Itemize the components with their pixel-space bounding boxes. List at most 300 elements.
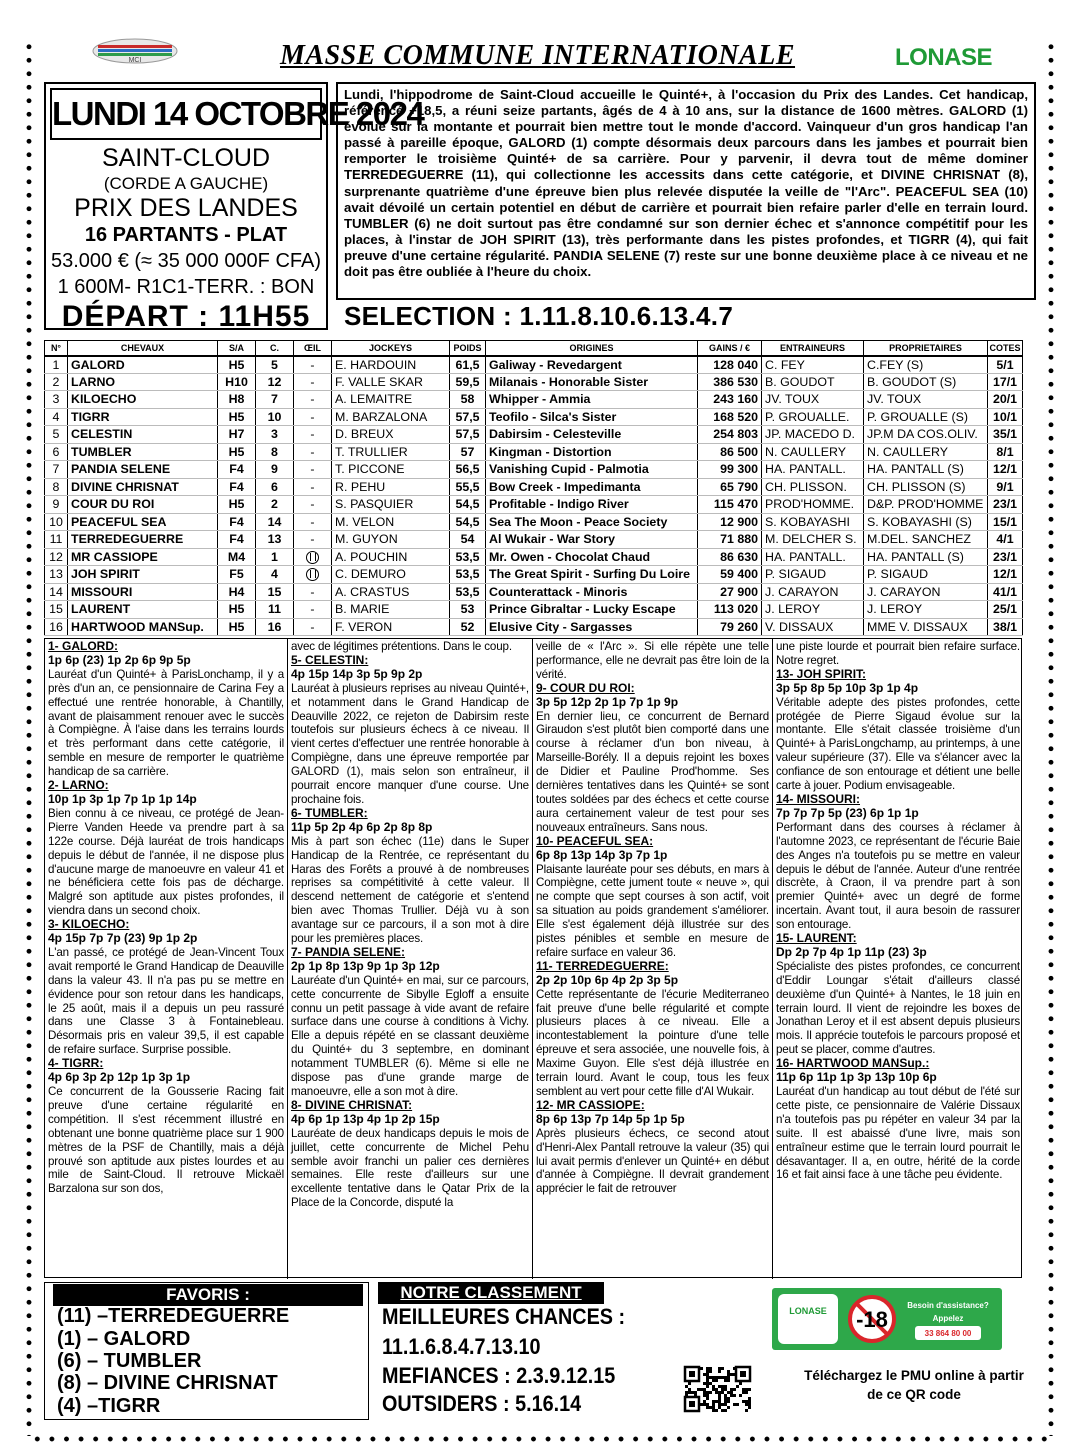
jockey-cell: F. VERON [332,618,450,636]
header-oeil: ŒIL [294,341,332,356]
corde-cell: 16 [256,618,294,636]
horse-name-cell: MISSOURI [68,583,218,601]
analysis-text: Mis à part son échec (11e) dans le Super Handicap de la Rentrée, ce représentant du Haras des Forêts a prouvé à de nombreuses reprises sa compétitivité à cette valeur. Il descend nettement de catégorie et s'entend bien avec Thomas Trullier. Déjà vu à son avantage sur ce parcours, il a son mot à dire pour les premières places. [291,834,529,946]
origines-cell: Profitable - Indigo River [486,496,698,514]
cote-cell: 8/1 [988,443,1023,461]
horse-name-cell: LAURENT [68,601,218,619]
proprietaire-cell: JV. TOUX [864,391,988,409]
header-proprietaires: PROPRIETAIRES [864,341,988,356]
cote-cell: 9/1 [988,478,1023,496]
analysis-horse-title: 12- MR CASSIOPE: [536,1097,645,1112]
horse-name-cell: KILOECHO [68,391,218,409]
analysis-performances: 1p 6p (23) 1p 2p 6p 9p 5p [48,652,191,667]
horse-name-cell: TIGRR [68,408,218,426]
corde-cell: 9 [256,461,294,479]
horse-name-cell: CELESTIN [68,426,218,444]
cote-cell: 12/1 [988,566,1023,584]
jockey-cell: A. LEMAITRE [332,391,450,409]
header-jockeys: JOCKEYS [332,341,450,356]
analysis-horse-title: 13- JOH SPIRIT: [776,666,867,681]
entraineur-cell: JP. MACEDO D. [762,426,864,444]
partants-table [44,340,1023,636]
sex-age-cell: H8 [218,391,256,409]
bottom-dot-border [30,1434,1050,1444]
analysis-text: Plaisante lauréate pour ses débuts, en mars à Compiègne, cette jument toute « neuve », qui ne compte que sept courses à son actif, voit sa situation au poids grandement s'améliorer. Elle s'est également déjà illustrée sur des pistes pénibles et semble en mesure de refaire surface en valeur 36. [536,862,769,959]
oeil-cell: - [294,513,332,531]
horse-number-cell: 8 [45,478,68,496]
entraineur-cell: V. DISSAUX [762,618,864,636]
gains-cell: 86 500 [698,443,762,461]
table-row [45,478,1023,496]
corde-cell: 5 [256,356,294,374]
analysis-performances: 3p 5p 8p 5p 10p 3p 1p 4p [776,680,919,695]
analysis-performances: 4p 15p 14p 3p 5p 9p 2p [291,666,423,681]
cote-cell: 23/1 [988,548,1023,566]
poids-cell: 52 [450,618,486,636]
table-row [45,601,1023,619]
analysis-performances: 6p 8p 13p 14p 3p 7p 1p [536,847,668,862]
origines-cell: Whipper - Ammia [486,391,698,409]
origines-cell: Al Wukair - War Story [486,531,698,549]
table-row [45,548,1023,566]
selection: SELECTION : 1.11.8.10.6.13.4.7 [344,301,734,331]
poids-cell: 54 [450,531,486,549]
cote-cell: 15/1 [988,513,1023,531]
analysis-text: Bien connu à ce niveau, ce protégé de Jean-Pierre Vanden Heede va prendre part à sa 122e course. Déjà lauréat de trois handicaps depuis le début de l'année, il ne dispose plus d'aucune marge de manoeuvre en valeur 41 et ne bénéficiera cette fois pas de décharge. Malgré son aptitude aux pistes profondes, il viendra dans un second choix. [48,806,284,918]
analysis-text: Après plusieurs échecs, ce second atout d'Henri-Alex Pantall retrouve la valeur (35) qui lui avait permis d'enlever un Quinté+ en début d'année à Compiègne. Il devrait grandement apprécier le fait de retrouver [536,1126,769,1196]
header-cotes: COTES [988,341,1023,356]
horse-number-cell: 4 [45,408,68,426]
analysis-text: Véritable adepte des pistes profondes, cette protégée de Pierre Sigaud évolue sur la montante. Elle s'était classée troisième d'un Quinté+ à ParisLongchamp, au printemps, à une valeur supérieure (37). Elle va s'élancer avec la confiance de son entourage et détient une belle carte à jouer. Podium envisageable. [776,695,1020,793]
right-dot-border [1046,40,1056,1436]
sex-age-cell: F4 [218,513,256,531]
analysis-text: avec de légitimes prétentions. Dans le coup. [291,640,512,653]
gains-cell: 71 880 [698,531,762,549]
horse-number-cell: 6 [45,443,68,461]
horse-name-cell: TUMBLER [68,443,218,461]
analysis-text: Lauréat d'un Quinté+ à ParisLonchamp, il y a près d'un an, ce pensionnaire de Carina Fey a effectué une rentrée honorable, à Chantilly, avant de plaisamment renouer avec le succès à Compiègne. À l'aise dans les terrains lourds et très performant dans cette catégorie, il semble en mesure de remporter le quatrième handicap de sa carrière. [48,667,284,779]
analysis-text: Lauréat d'un handicap au tout début de l'été sur cette piste, ce pensionnaire de Valérie Dissaux n'a toutefois pas pu répéter en valeur 34 par la suite. Il est abaissé d'une livre, mais son entraîneur estime que le terrain lourd pourrait le désavantager. Il a, en outre, hérité de la corde 16 et fait ainsi face à une tâche peu évidente. [776,1085,1020,1182]
proprietaire-cell: M.DEL. SANCHEZ [864,531,988,549]
corde-cell: 2 [256,496,294,514]
analysis-text: veille de « l'Arc ». Si elle répète une telle performance, elle ne devrait pas être loin de la vérité. [536,640,769,681]
proprietaire-cell: HA. PANTALL (S) [864,548,988,566]
cote-cell: 38/1 [988,618,1023,636]
analysis-horse-title: 10- PEACEFUL SEA: [536,833,654,848]
proprietaire-cell: D&P. PROD'HOMME [864,496,988,514]
table-row [45,513,1023,531]
header-sa: S/A [218,341,256,356]
analysis-performances: 10p 1p 3p 1p 7p 1p 1p 14p [48,791,197,806]
sex-age-cell: H5 [218,618,256,636]
analysis-column-1 [45,639,287,1279]
entraineur-cell: N. CAULLERY [762,443,864,461]
sex-age-cell: F4 [218,531,256,549]
gains-cell: 86 630 [698,548,762,566]
corde-cell: 11 [256,601,294,619]
entraineur-cell: M. DELCHER S. [762,531,864,549]
oeil-cell: - [294,583,332,601]
corde-cell: 4 [256,566,294,584]
analysis-text: Performant dans des courses à réclamer à l'automne 2023, ce représentant de l'écurie Baie des Anges n'a toutefois pu se mettre en valeur depuis le début de l'année. Auteur d'une rentrée discrète, à Craon, il va prendre part à son premier Quinté+ avec un degré de forme incertain. Avant tout, il aura besoin de rassurer son entourage. [776,820,1020,932]
svg-text:33 864 80 00: 33 864 80 00 [924,1329,972,1338]
header-entraineurs: ENTRAINEURS [762,341,864,356]
analysis-text: une piste lourde et pourrait bien refaire surface. Notre regret. [776,640,1020,667]
masthead-title: MASSE COMMUNE INTERNATIONALE [280,40,796,71]
analysis-horse-title: 5- CELESTIN: [291,652,369,667]
gains-cell: 99 300 [698,461,762,479]
corde-cell: 10 [256,408,294,426]
table-row [45,373,1023,391]
analysis-text: Cette représentante de l'écurie Mediterraneo fait preuve d'une belle régularité et compte plusieurs places à ce niveau. Elle a incontestablement la pointure d'une telle épreuve et sera associée, une nouvelle fois, à Maxime Guyon. Elle s'est déjà illustrée en terrain lourd. Avant le coup, tous les feux semblent au vert pour cette fille d'Al Wukair. [536,987,769,1098]
analysis-performances: 4p 15p 7p 7p (23) 9p 1p 2p [48,931,198,946]
horse-number-cell: 7 [45,461,68,479]
jockey-cell: D. BREUX [332,426,450,444]
analysis-performances: 2p 1p 8p 13p 9p 1p 3p 12p [291,958,440,973]
analysis-horse-title: 14- MISSOURI: [776,791,861,806]
table-body [45,356,1023,636]
sex-age-cell: H5 [218,496,256,514]
horse-name-cell: COUR DU ROI [68,496,218,514]
cote-cell: 10/1 [988,408,1023,426]
horse-number-cell: 14 [45,583,68,601]
corde-cell: 3 [256,426,294,444]
poids-cell: 57,5 [450,408,486,426]
origines-cell: Galiway - Revedargent [486,356,698,374]
favoris-title: FAVORIS : [53,1284,363,1306]
analysis-text: Lauréat à plusieurs reprises au niveau Quinté+, et notamment dans le Grand Handicap de Deauville 2022, ce rejeton de Dabirsim reste toutefois sur plusieurs échecs à ce niveau. Il vient certes d'effectuer une rentrée honorable à Compiègne, dans une épreuve remportée par GALORD (1), mais selon son entraîneur, il pourrait encore manquer d'une course. Une prochaine fois. [291,681,529,806]
blinkers-icon [306,568,319,581]
horse-name-cell: GALORD [68,356,218,374]
jockey-cell: B. MARIE [332,601,450,619]
entraineur-cell: C. FEY [762,356,864,374]
table-row [45,443,1023,461]
proprietaire-cell: MME V. DISSAUX [864,618,988,636]
header-gains: GAINS / € [698,341,762,356]
cote-cell: 35/1 [988,426,1023,444]
corde-cell: 6 [256,478,294,496]
horse-number-cell: 16 [45,618,68,636]
svg-text:Besoin d'assistance?: Besoin d'assistance? [907,1301,989,1310]
horse-number-cell: 5 [45,426,68,444]
race-date: LUNDI 14 OCTOBRE 2024 [50,88,322,140]
header-n: N° [45,341,68,356]
analysis-text: En dernier lieu, ce concurrent de Bernard Giraudon s'est plutôt bien comporté dans une course à réclamer d'un bon niveau, à Marseille-Borély. Il a depuis rejoint les boxes de Didier et Pauline Prod'homme. Ses dernières tentatives dans les Quinté+ se sont toutes soldées par des échecs et cette course aura certainement valeur de test pour ses nouveaux entraîneurs. Sans nous. [536,709,769,834]
sex-age-cell: F4 [218,478,256,496]
analysis-column-4 [772,639,1023,1279]
horse-name-cell: JOH SPIRIT [68,566,218,584]
analysis-text: Lauréate d'un Quinté+ en mai, sur ce parcours, cette concurrente de Sibylle Egloff a ensuite connu un petit passage à vide avant de refaire surface dans une course à conditions à Vichy. Elle a depuis répété en se classant deuxième du Quinté+ du 3 septembre, en dominant notamment TUMBLER (6). Même si elle ne dispose pas d'une grande marge de manoeuvre, elle a son mot à dire. [291,973,529,1098]
sex-age-cell: H5 [218,601,256,619]
entraineur-cell: CH. PLISSON. [762,478,864,496]
jockey-cell: C. DEMURO [332,566,450,584]
sex-age-cell: H5 [218,356,256,374]
qr-code-icon[interactable] [684,1366,752,1412]
origines-cell: Counterattack - Minoris [486,583,698,601]
meilleures-chances-label: MEILLEURES CHANCES : [382,1304,626,1329]
svg-text:MCI: MCI [128,57,142,64]
analysis-horse-title: 2- LARNO: [48,778,109,793]
analysis-text: Lauréate de deux handicaps depuis le mois de juillet, cette concurrente de Michel Pehu semble avoir franchi un palier ces dernières semaines. Elle reste d'ailleurs sur une excellente tentative dans le Qatar Prix de la Place de la Concorde, disputé la [291,1126,529,1210]
entraineur-cell: P. GROUALLE. [762,408,864,426]
horse-analysis [44,638,1022,1278]
distance-info: 1 600M- R1C1-TERR. : BON [57,276,315,298]
table-row [45,461,1023,479]
sex-age-cell: M4 [218,548,256,566]
table-header-row [45,341,1023,356]
poids-cell: 55,5 [450,478,486,496]
classement-title: NOTRE CLASSEMENT [378,1282,604,1304]
table-row [45,618,1023,636]
proprietaire-cell: HA. PANTALL (S) [864,461,988,479]
analysis-performances: 11p 5p 2p 4p 6p 2p 8p 8p [291,819,433,834]
entraineur-cell: B. GOUDOT [762,373,864,391]
favori-item: (8) – DIVINE CHRISNAT [57,1372,278,1394]
poids-cell: 53,5 [450,566,486,584]
horse-number-cell: 15 [45,601,68,619]
proprietaire-cell: S. KOBAYASHI (S) [864,513,988,531]
horse-number-cell: 1 [45,356,68,374]
horse-name-cell: PANDIA SELENE [68,461,218,479]
analysis-horse-title: 15- LAURENT: [776,931,857,946]
cote-cell: 17/1 [988,373,1023,391]
gains-cell: 128 040 [698,356,762,374]
allocation: 53.000 € (≈ 35 000 000F CFA) [50,250,322,272]
analysis-horse-title: 1- GALORD: [48,639,118,653]
horse-number-cell: 9 [45,496,68,514]
gains-cell: 168 520 [698,408,762,426]
jockey-cell: A. POUCHIN [332,548,450,566]
horse-name-cell: LARNO [68,373,218,391]
depart-time: DÉPART : 11H55 [61,300,311,333]
favori-item: (6) – TUMBLER [57,1350,202,1372]
favori-item: (1) – GALORD [57,1328,191,1350]
origines-cell: Vanishing Cupid - Palmotia [486,461,698,479]
analysis-performances: 4p 6p 1p 13p 4p 1p 2p 15p [291,1111,440,1126]
cote-cell: 41/1 [988,583,1023,601]
corde-cell: 13 [256,531,294,549]
lonase-logo: LONASE [895,44,993,71]
proprietaire-cell: B. GOUDOT (S) [864,373,988,391]
cote-cell: 5/1 [988,356,1023,374]
horse-name-cell: PEACEFUL SEA [68,513,218,531]
oeil-cell: - [294,408,332,426]
entraineur-cell: P. SIGAUD [762,566,864,584]
jockey-cell: M. GUYON [332,531,450,549]
oeil-cell: - [294,601,332,619]
cote-cell: 4/1 [988,531,1023,549]
table-row [45,408,1023,426]
gains-cell: 27 900 [698,583,762,601]
proprietaire-cell: P. SIGAUD [864,566,988,584]
meilleures-chances-value: 11.1.6.8.4.7.13.10 [382,1334,541,1359]
analysis-horse-title: 3- KILOECHO: [48,917,130,932]
oeil-cell: - [294,496,332,514]
analysis-performances: 8p 6p 13p 7p 14p 5p 1p 5p [536,1111,685,1126]
analysis-horse-title: 4- TIGRR: [48,1056,104,1071]
svg-text:-18: -18 [856,1307,888,1332]
analysis-performances: 7p 7p 7p 5p (23) 6p 1p 1p [776,805,919,820]
header-corde: C. [256,341,294,356]
table-row [45,566,1023,584]
horse-number-cell: 10 [45,513,68,531]
analysis-column-2 [287,639,532,1279]
hippodrome: SAINT-CLOUD [101,144,271,172]
analysis-performances: 3p 5p 12p 2p 1p 7p 1p 9p [536,694,679,709]
origines-cell: The Great Spirit - Surfing Du Loire [486,566,698,584]
gains-cell: 254 803 [698,426,762,444]
oeil-cell: - [294,356,332,374]
oeil-cell: - [294,461,332,479]
corde-cell: 8 [256,443,294,461]
jockey-cell: M. BARZALONA [332,408,450,426]
entraineur-cell: PROD'HOMME. [762,496,864,514]
analysis-performances: 4p 6p 3p 2p 12p 1p 3p 1p [48,1070,191,1085]
jockey-cell: S. PASQUIER [332,496,450,514]
proprietaire-cell: P. GROUALLE (S) [864,408,988,426]
poids-cell: 53,5 [450,548,486,566]
poids-cell: 53,5 [450,583,486,601]
horse-number-cell: 3 [45,391,68,409]
oeil-cell [294,566,332,584]
entraineur-cell: J. CARAYON [762,583,864,601]
oeil-cell: - [294,531,332,549]
analysis-horse-title: 16- HARTWOOD MANSup.: [776,1056,930,1071]
table-row [45,583,1023,601]
corde-info: (CORDE A GAUCHE) [103,174,269,193]
jockey-cell: R. PEHU [332,478,450,496]
gains-cell: 65 790 [698,478,762,496]
origines-cell: Elusive City - Sargasses [486,618,698,636]
poids-cell: 59,5 [450,373,486,391]
header-origines: ORIGINES [486,341,698,356]
favori-item: (11) –TERREDEGUERRE [57,1305,290,1327]
jockey-cell: A. CRASTUS [332,583,450,601]
analysis-horse-title: 11- TERREDEGUERRE: [536,958,669,973]
gains-cell: 386 530 [698,373,762,391]
origines-cell: Milanais - Honorable Sister [486,373,698,391]
svg-text:LONASE: LONASE [789,1306,827,1316]
origines-cell: Sea The Moon - Peace Society [486,513,698,531]
jockey-cell: T. PICCONE [332,461,450,479]
analysis-performances: 11p 6p 11p 1p 3p 13p 10p 6p [776,1070,937,1085]
gains-cell: 113 020 [698,601,762,619]
gains-cell: 59 400 [698,566,762,584]
oeil-cell: - [294,443,332,461]
cote-cell: 23/1 [988,496,1023,514]
race-info-box [44,82,424,333]
origines-cell: Teofilo - Silca's Sister [486,408,698,426]
favoris-box [44,1282,369,1420]
origines-cell: Kingman - Distortion [486,443,698,461]
corde-cell: 14 [256,513,294,531]
cote-cell: 25/1 [988,601,1023,619]
corde-cell: 15 [256,583,294,601]
sex-age-cell: F4 [218,461,256,479]
gains-cell: 243 160 [698,391,762,409]
svg-text:Appelez: Appelez [932,1314,964,1323]
race-name: PRIX DES LANDES [74,194,298,222]
blinkers-icon [306,551,319,564]
origines-cell: Mr. Owen - Chocolat Chaud [486,548,698,566]
pmu-download-text: Téléchargez le PMU online à partir de ce QR code [804,1368,1024,1402]
race-presentation: Lundi, l'hippodrome de Saint-Cloud accueille le Quinté+, à l'occasion du Prix des Landes. Cet handicap, référencé +18,5, a réuni seize partants, âgés de 4 à 10 ans, sur la distance de 1600 mètres. GALORD (1) évolue sur la montante et pourrait bien mettre tout le monde d'accord. Vainqueur d'un gros handicap l'an passé à pareille époque, GALORD (1) compte désormais deux parcours dans les jambes et pourrait bien remporter le troisième Quinté+ de sa carrière. Pour y parvenir, il devra tout de même dominer TERREDEGUERRE (11), qui collectionne les accessits dans cette catégorie, et DIVINE CHRISNAT (8), surprenante quatrième d'une épreuve bien plus relevée disputée la veille de "l'Arc". PEACEFUL SEA (10) avait dévoilé un certain potentiel en début de carrière et pourrait bien refaire parler d'elle en terrain lourd. TUMBLER (6) ne doit surtout pas être condamné sur son dernier échec et s'annonce compétitif pour les places, à l'instar de JOH SPIRIT (13), très performante dans les pistes profondes, et TIGRR (4), qui fait preuve d'une certaine régularité. PANDIA SELENE (7) reste sur une bonne deuxième place à ce niveau et ne doit pas être oubliée à l'heure du choix. [336,82,1036,300]
horse-number-cell: 13 [45,566,68,584]
mefiances: MEFIANCES : 2.3.9.12.15 [382,1363,616,1388]
table-row [45,531,1023,549]
entraineur-cell: J. LEROY [762,601,864,619]
outsiders: OUTSIDERS : 5.16.14 [382,1391,582,1416]
gains-cell: 12 900 [698,513,762,531]
entraineur-cell: HA. PANTALL. [762,548,864,566]
entraineur-cell: S. KOBAYASHI [762,513,864,531]
table-row [45,356,1023,374]
origines-cell: Dabirsim - Celesteville [486,426,698,444]
poids-cell: 53 [450,601,486,619]
horse-number-cell: 11 [45,531,68,549]
analysis-horse-title: 8- DIVINE CHRISNAT: [291,1097,413,1112]
oeil-cell: - [294,426,332,444]
analysis-column-3 [532,639,772,1279]
proprietaire-cell: JP.M DA COS.OLIV. [864,426,988,444]
left-dot-border [24,40,34,1436]
analysis-performances: Dp 2p 7p 4p 1p 11p (23) 3p [776,944,927,959]
analysis-horse-title: 9- COUR DU ROI: [536,680,635,695]
header-poids: POIDS [450,341,486,356]
gains-cell: 79 260 [698,618,762,636]
proprietaire-cell: N. CAULLERY [864,443,988,461]
horse-name-cell: HARTWOOD MANSup. [68,618,218,636]
origines-cell: Prince Gibraltar - Lucky Escape [486,601,698,619]
favori-item: (4) –TIGRR [57,1395,161,1417]
oeil-cell: - [294,391,332,409]
horse-name-cell: DIVINE CHRISNAT [68,478,218,496]
sex-age-cell: H5 [218,408,256,426]
corde-cell: 1 [256,548,294,566]
oeil-cell: - [294,618,332,636]
jockey-cell: M. VELON [332,513,450,531]
proprietaire-cell: CH. PLISSON (S) [864,478,988,496]
proprietaire-cell: J. LEROY [864,601,988,619]
jockey-cell: E. HARDOUIN [332,356,450,374]
analysis-horse-title: 6- TUMBLER: [291,805,368,820]
horse-number-cell: 12 [45,548,68,566]
oeil-cell: - [294,373,332,391]
sex-age-cell: H4 [218,583,256,601]
analysis-text: Spécialiste des pistes profondes, ce concurrent d'Eddir Loungar s'était d'ailleurs classé deuxième d'un Quinté+ à Nantes, le 18 juin en terrain lourd. Il vient de rejoindre les boxes de Jonathan Leroy et il est absent depuis plusieurs mois. Il apprécie toutefois le parcours proposé et peut se placer, comme d'autres. [776,959,1020,1057]
sex-age-cell: F5 [218,566,256,584]
sex-age-cell: H10 [218,373,256,391]
table-row [45,496,1023,514]
horse-name-cell: MR CASSIOPE [68,548,218,566]
gains-cell: 115 470 [698,496,762,514]
cote-cell: 20/1 [988,391,1023,409]
responsible-gaming-banner [772,1288,1002,1350]
horse-name-cell: TERREDEGUERRE [68,531,218,549]
proprietaire-cell: J. CARAYON [864,583,988,601]
oeil-cell [294,548,332,566]
poids-cell: 56,5 [450,461,486,479]
horse-number-cell: 2 [45,373,68,391]
jockey-cell: T. TRULLIER [332,443,450,461]
entraineur-cell: HA. PANTALL. [762,461,864,479]
origines-cell: Bow Creek - Impedimanta [486,478,698,496]
table-row [45,426,1023,444]
poids-cell: 54,5 [450,496,486,514]
analysis-text: L'an passé, ce protégé de Jean-Vincent Toux avait remporté le Grand Handicap de Deauville dans la valeur 43. Il n'a pas pu se mettre en évidence pour son retour dans les handicaps, le 25 août, mais il a depuis un peu rassuré dans une Classe 3 à Fontainebleau. Désormais pris en valeur 39,5, il est capable de refaire surface. Surprise possible. [48,945,284,1057]
poids-cell: 54,5 [450,513,486,531]
poids-cell: 57,5 [450,426,486,444]
